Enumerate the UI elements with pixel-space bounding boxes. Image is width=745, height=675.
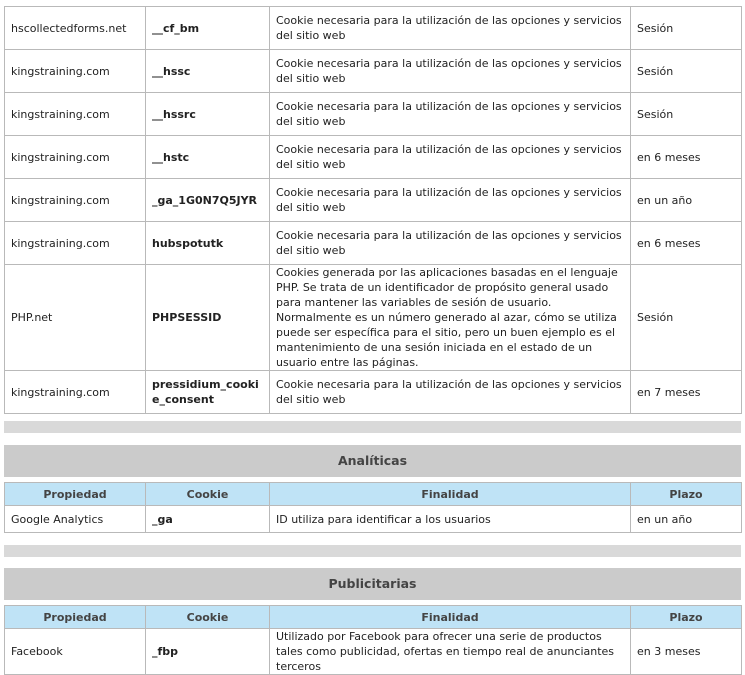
section-divider — [4, 421, 741, 433]
term-cell: en 7 meses — [631, 371, 742, 414]
property-cell: PHP.net — [5, 265, 146, 371]
purpose-cell: Cookie necesaria para la utilización de las opciones y servicios del sitio web — [270, 222, 631, 265]
cookie-cell: __hstc — [146, 136, 270, 179]
property-cell: kingstraining.com — [5, 222, 146, 265]
term-cell: en un año — [631, 179, 742, 222]
purpose-cell: Cookie necesaria para la utilización de las opciones y servicios del sitio web — [270, 50, 631, 93]
analytics-section-title: Analíticas — [4, 445, 741, 477]
purpose-cell: Cookie necesaria para la utilización de las opciones y servicios del sitio web — [270, 371, 631, 414]
purpose-cell: ID utiliza para identificar a los usuarios — [270, 506, 631, 533]
table-row — [5, 136, 742, 179]
cookie-cell: __hssc — [146, 50, 270, 93]
term-cell: en 6 meses — [631, 136, 742, 179]
table-row — [5, 629, 742, 675]
cookie-cell: __hssrc — [146, 93, 270, 136]
purpose-cell: Cookies generada por las aplicaciones basadas en el lenguaje PHP. Se trata de un identificador de propósito general usado para mantener las variables de sesión de usuario. Normalmente es un número generado al azar, cómo se utiliza puede ser específica para el sitio, pero un buen ejemplo es el mantenimiento de una sesión iniciada en el estado de un usuario entre las páginas. — [270, 265, 631, 371]
table-row — [5, 265, 742, 371]
cookie-cell: PHPSESSID — [146, 265, 270, 371]
table-row — [5, 50, 742, 93]
cookie-cell: __cf_bm — [146, 7, 270, 50]
cookie-cell: pressidium_cookie_consent — [146, 371, 270, 414]
term-cell: en 6 meses — [631, 222, 742, 265]
purpose-cell: Cookie necesaria para la utilización de las opciones y servicios del sitio web — [270, 7, 631, 50]
purpose-cell: Cookie necesaria para la utilización de las opciones y servicios del sitio web — [270, 93, 631, 136]
table-row — [5, 506, 742, 533]
cookie-cell: _fbp — [146, 629, 270, 675]
column-header-purpose: Finalidad — [270, 606, 631, 629]
property-cell: kingstraining.com — [5, 371, 146, 414]
property-cell: hscollectedforms.net — [5, 7, 146, 50]
cookie-cell: hubspotutk — [146, 222, 270, 265]
term-cell: Sesión — [631, 265, 742, 371]
property-cell: kingstraining.com — [5, 50, 146, 93]
table-header-row — [5, 483, 742, 506]
column-header-cookie: Cookie — [146, 606, 270, 629]
column-header-purpose: Finalidad — [270, 483, 631, 506]
property-cell: kingstraining.com — [5, 179, 146, 222]
column-header-cookie: Cookie — [146, 483, 270, 506]
necessary-cookies-table — [4, 6, 742, 414]
advertising-cookies-table — [4, 605, 742, 675]
advertising-section-title: Publicitarias — [4, 568, 741, 600]
cookie-cell: _ga_1G0N7Q5JYR — [146, 179, 270, 222]
purpose-cell: Cookie necesaria para la utilización de las opciones y servicios del sitio web — [270, 179, 631, 222]
table-header-row — [5, 606, 742, 629]
term-cell: Sesión — [631, 93, 742, 136]
table-row — [5, 371, 742, 414]
purpose-cell: Utilizado por Facebook para ofrecer una serie de productos tales como publicidad, ofertas en tiempo real de anunciantes terceros — [270, 629, 631, 675]
property-cell: Google Analytics — [5, 506, 146, 533]
column-header-property: Propiedad — [5, 606, 146, 629]
table-row — [5, 7, 742, 50]
term-cell: Sesión — [631, 7, 742, 50]
term-cell: en un año — [631, 506, 742, 533]
table-row — [5, 179, 742, 222]
table-row — [5, 222, 742, 265]
table-row — [5, 93, 742, 136]
section-divider — [4, 545, 741, 557]
property-cell: kingstraining.com — [5, 136, 146, 179]
purpose-cell: Cookie necesaria para la utilización de las opciones y servicios del sitio web — [270, 136, 631, 179]
column-header-term: Plazo — [631, 606, 742, 629]
term-cell: Sesión — [631, 50, 742, 93]
property-cell: kingstraining.com — [5, 93, 146, 136]
column-header-property: Propiedad — [5, 483, 146, 506]
column-header-term: Plazo — [631, 483, 742, 506]
property-cell: Facebook — [5, 629, 146, 675]
term-cell: en 3 meses — [631, 629, 742, 675]
cookie-cell: _ga — [146, 506, 270, 533]
analytics-cookies-table — [4, 482, 742, 533]
